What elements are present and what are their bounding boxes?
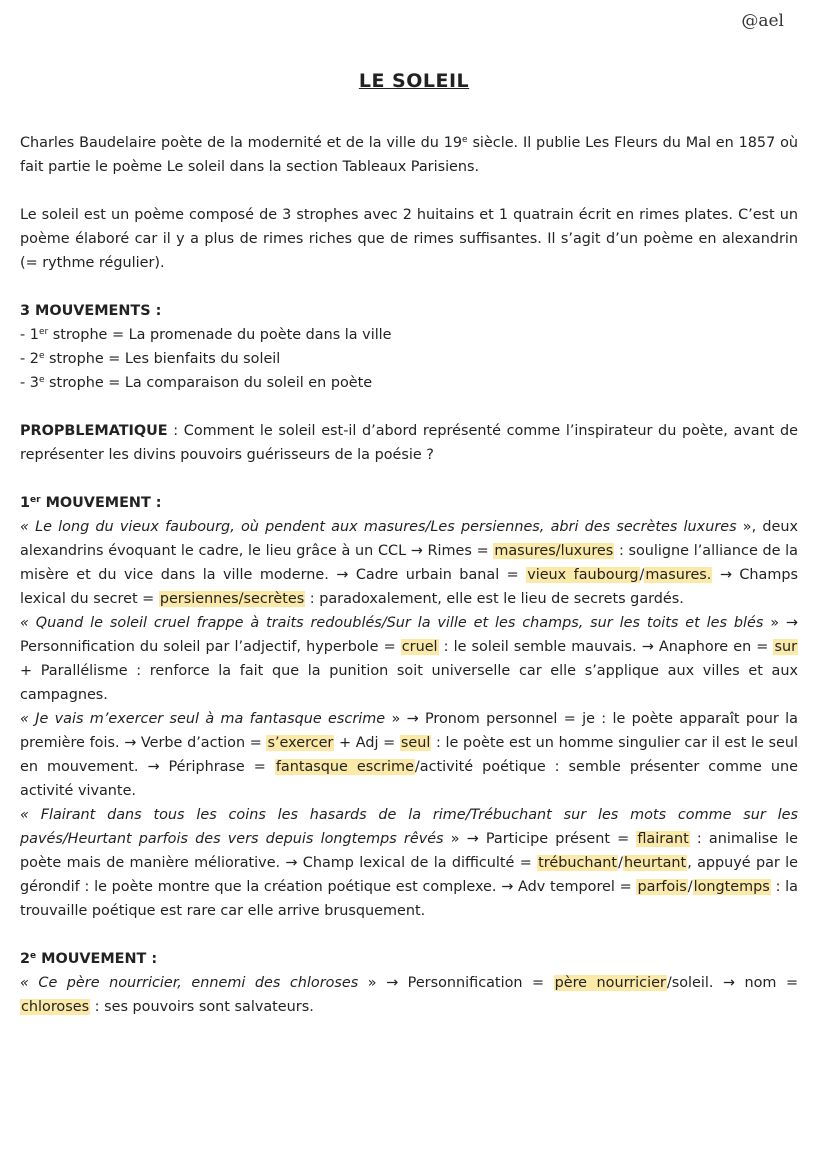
problematic-paragraph: PROPBLEMATIQUE : Comment le soleil est-il d’abord représenté comme l’inspirateur du poète, avant de représenter les divins pouvoirs guérisseurs de la poésie ? [20,423,798,463]
analysis-paragraph: « Je vais m’exercer seul à ma fantasque escrime » → Pronom personnel = je : le poète apparaît pour la première fois. → Verbe d’action = s’exercer + Adj = seul : le poète est un homme singulier car il est le seul en mouvement. → Périphrase = fantasque escrime/activité poétique : semble présenter comme une activité vivante. [20,711,799,799]
document-body [20,131,798,1019]
movement-item: - 2e strophe = Les bienfaits du soleil [20,351,281,367]
movement-1-heading: 1er MOUVEMENT : [20,495,162,511]
analysis-paragraph: « Ce père nourricier, ennemi des chloroses » → Personnification = père nourricier/soleil. → nom = chloroses : ses pouvoirs sont salvateurs. [20,975,799,1015]
structure-paragraph: Le soleil est un poème composé de 3 strophes avec 2 huitains et 1 quatrain écrit en rimes plates. C’est un poème élaboré car il y a plus de rimes riches que de rimes suffisantes. Il s’agit d’un poème en alexandrin (= rythme régulier). [20,207,798,271]
movement-2-heading: 2e MOUVEMENT : [20,951,158,967]
author-handle: @ael [741,11,784,31]
intro-paragraph: Charles Baudelaire poète de la modernité et de la ville du 19e siècle. Il publie Les Fleurs du Mal en 1857 où fait partie le poème Le soleil dans la section Tableaux Parisiens. [20,135,799,175]
movement-item: - 1er strophe = La promenade du poète dans la ville [20,327,392,343]
movement-item: - 3e strophe = La comparaison du soleil en poète [20,375,373,391]
page-title: LE SOLEIL [358,70,470,92]
analysis-paragraph: « Le long du vieux faubourg, où pendent aux masures/Les persiennes, abri des secrètes luxures », deux alexandrins évoquant le cadre, le lieu grâce à un CCL → Rimes = masures/luxures : souligne l’alliance de la misère et du vice dans la ville moderne. → Cadre urbain banal = vieux faubourg/masures. → Champs lexical du secret = persiennes/secrètes : paradoxalement, elle est le lieu de secrets gardés. [20,519,799,607]
analysis-paragraph: « Flairant dans tous les coins les hasards de la rime/Trébuchant sur les mots comme sur les pavés/Heurtant parfois des vers depuis longtemps rêvés » → Participe présent = flairant : animalise le poète mais de manière méliorative. → Champ lexical de la difficulté = trébuchant/heurtant, appuyé par le gérondif : le poète montre que la création poétique est complexe. → Adv temporel = parfois/longtemps : la trouvaille poétique est rare car elle arrive brusquement. [20,807,799,919]
analysis-paragraph: « Quand le soleil cruel frappe à traits redoublés/Sur la ville et les champs, sur les toits et les blés » → Personnification du soleil par l’adjectif, hyperbole = cruel : le soleil semble mauvais. → Anaphore en = sur + Parallélisme : renforce la fait que la punition soit universelle car elle s’applique aux villes et aux campagnes. [20,615,798,703]
movements-heading: 3 MOUVEMENTS : [20,303,162,319]
